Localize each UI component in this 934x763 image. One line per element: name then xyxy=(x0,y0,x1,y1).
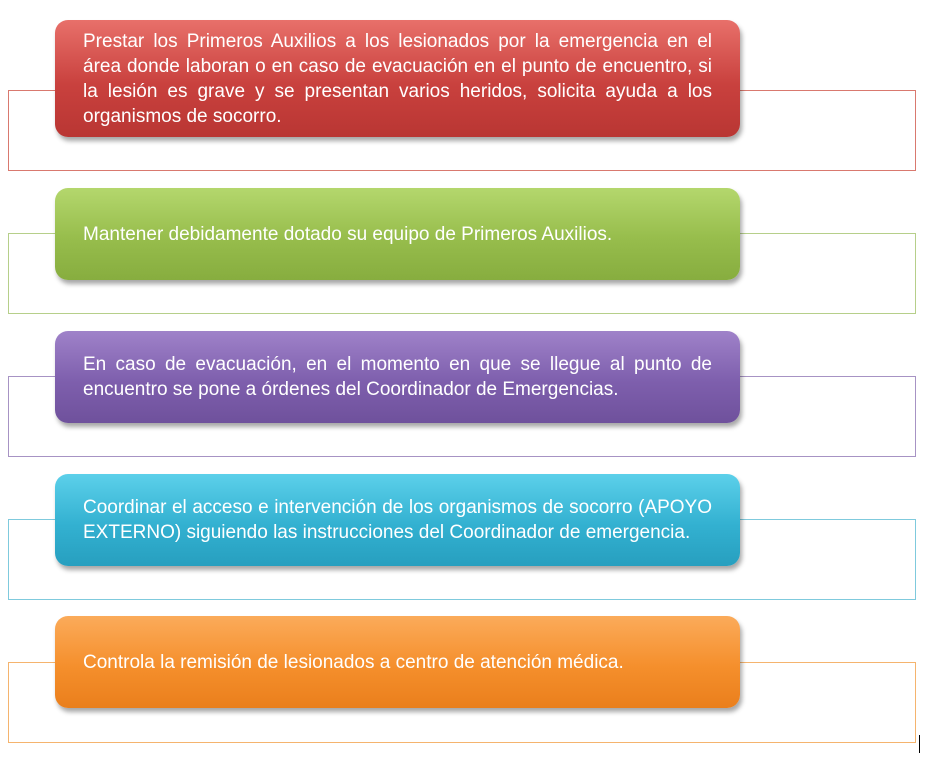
item-text: Controla la remisión de lesionados a centro de atención médica. xyxy=(83,651,624,673)
item-text: Prestar los Primeros Auxilios a los lesionados por la emergencia en el área donde laboran o en caso de evacuación en el punto de encuentro, si la lesión es grave y se presentan varios heridos, solicita ayuda a los organismos de socorro. xyxy=(83,30,712,127)
item-box-red xyxy=(55,20,740,137)
item-box-orange xyxy=(55,616,740,708)
item-text: Mantener debidamente dotado su equipo de Primeros Auxilios. xyxy=(83,223,613,245)
item-text: En caso de evacuación, en el momento en que se llegue al punto de encuentro se pone a órdenes del Coordinador de Emergencias. xyxy=(83,354,712,400)
text-cursor xyxy=(919,735,920,753)
item-box-green xyxy=(55,188,740,280)
item-box-purple xyxy=(55,331,740,423)
item-box-blue xyxy=(55,474,740,566)
item-text: Coordinar el acceso e intervención de los organismos de socorro (APOYO EXTERNO) siguiendo las instrucciones del Coordinador de emergencia. xyxy=(83,497,712,543)
